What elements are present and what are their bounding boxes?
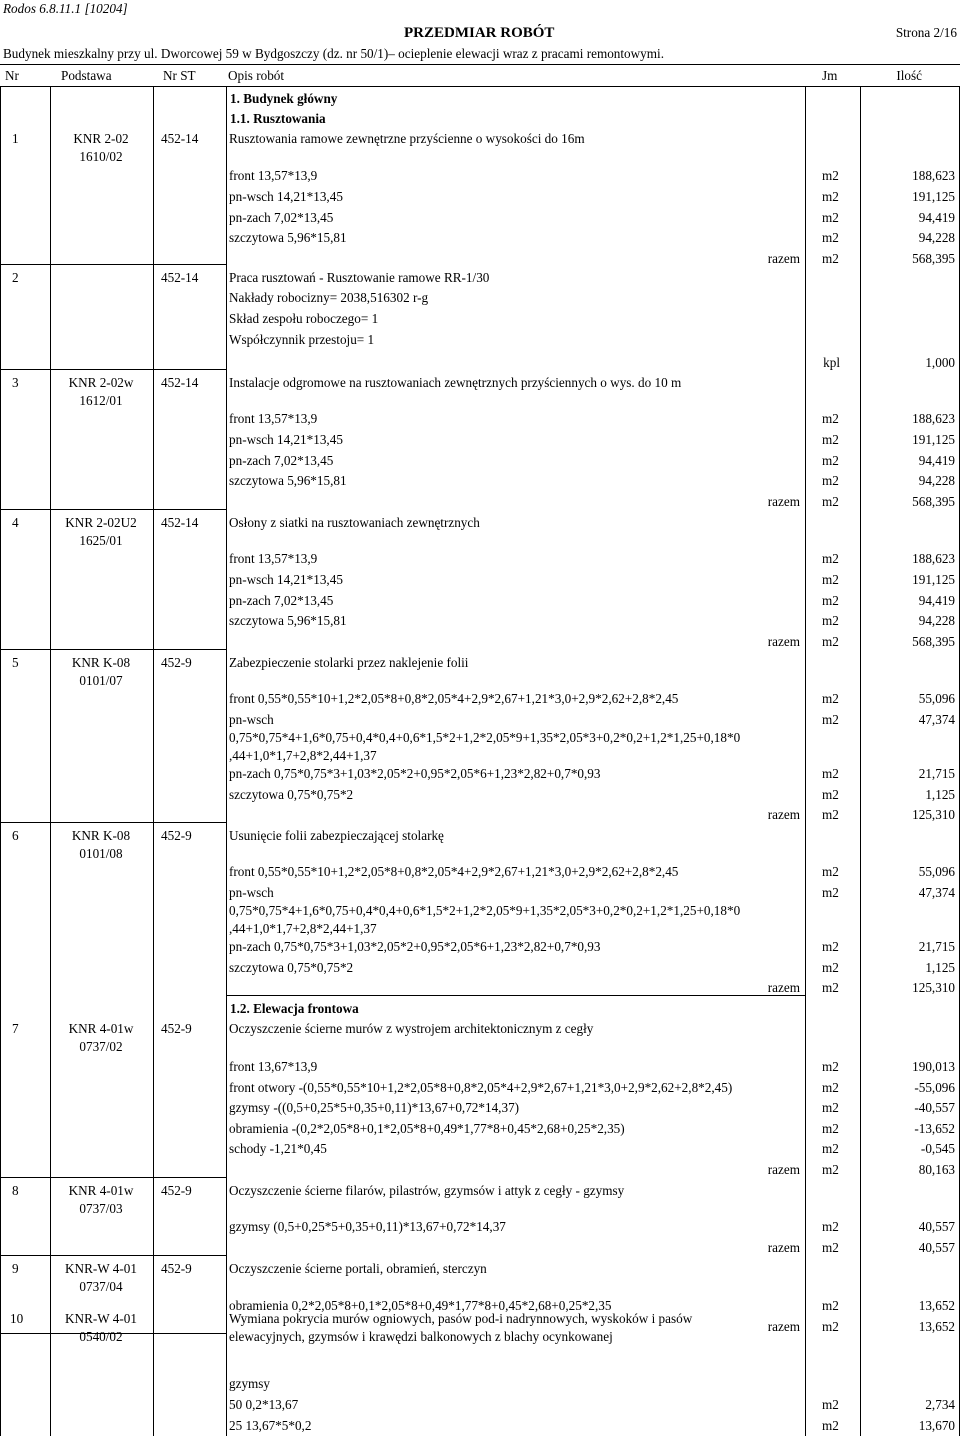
item-nr-st: 452-14 <box>161 515 199 530</box>
measure-quantity: 13,652 <box>918 1298 955 1313</box>
measure-quantity: 55,096 <box>918 864 955 879</box>
col-header-podstawa: Podstawa <box>61 68 112 83</box>
measure-row: pn-wsch 14,21*13,45 <box>229 572 343 587</box>
col-header-opis: Opis robót <box>228 68 285 83</box>
measure-row: pn-wsch <box>229 712 274 727</box>
measure-jm: m2 <box>822 787 839 802</box>
measure-quantity: 1,125 <box>925 960 955 975</box>
measure-row: pn-wsch <box>229 885 274 900</box>
razem-label: razem <box>767 807 800 822</box>
measure-quantity: 94,228 <box>918 230 955 245</box>
measure-quantity: 21,715 <box>918 766 955 781</box>
col-header-ilosc: Ilość <box>896 68 922 83</box>
item-podstawa: KNR K-08 <box>71 828 131 843</box>
measure-row: gzymsy (0,5+0,25*5+0,35+0,11)*13,67+0,72*14,37 <box>229 1219 506 1234</box>
measure-row: pn-zach 7,02*13,45 <box>229 210 334 225</box>
item-description: Oczyszczenie ścierne portali, obramień, sterczyn <box>229 1261 487 1276</box>
measure-jm: m2 <box>822 189 839 204</box>
measure-row-continued: ,44+1,0*1,7+2,8*2,44+1,37 <box>229 921 377 936</box>
item-description: Zabezpieczenie stolarki przez naklejenie folii <box>229 655 469 670</box>
col-header-nr-st: Nr ST <box>163 68 196 83</box>
razem-label: razem <box>767 980 800 995</box>
measure-jm: m2 <box>822 551 839 566</box>
razem-quantity: 13,652 <box>918 1319 955 1334</box>
rule-line <box>0 509 227 510</box>
measure-jm: m2 <box>822 572 839 587</box>
razem-jm: m2 <box>822 1162 839 1177</box>
measure-row: obramienia 0,2*2,05*8+0,1*2,05*8+0,49*1,77*8+0,45*2,68+0,25*2,35 <box>229 1298 612 1313</box>
item-podstawa-sub: 0737/02 <box>79 1039 123 1054</box>
item-number: 10 <box>10 1311 24 1326</box>
grid-line <box>0 86 1 1436</box>
rule-line <box>0 264 227 265</box>
measure-jm: m2 <box>822 473 839 488</box>
item-parameter: Współczynnik przestoju= 1 <box>229 332 375 347</box>
measure-jm: m2 <box>822 1397 839 1412</box>
razem-jm: m2 <box>822 494 839 509</box>
item-number: 2 <box>12 270 19 285</box>
measure-jm: m2 <box>822 613 839 628</box>
measure-jm: m2 <box>822 960 839 975</box>
measure-jm: m2 <box>822 1100 839 1115</box>
item-parameter: Nakłady robocizny= 2038,516302 r-g <box>229 290 429 305</box>
measure-row: schody -1,21*0,45 <box>229 1141 327 1156</box>
razem-jm: m2 <box>822 980 839 995</box>
measure-quantity: 1,125 <box>925 787 955 802</box>
item-parameter: Skład zespołu roboczego= 1 <box>229 311 379 326</box>
measure-jm: m2 <box>822 411 839 426</box>
measure-row: gzymsy -((0,5+0,25*5+0,35+0,11)*13,67+0,72*14,37) <box>229 1100 520 1115</box>
measure-row: gzymsy <box>229 1376 271 1391</box>
measure-jm: m2 <box>822 885 839 900</box>
measure-row: szczytowa 5,96*15,81 <box>229 473 347 488</box>
item-podstawa-sub: 0737/03 <box>79 1201 123 1216</box>
measure-jm: m2 <box>822 712 839 727</box>
measure-row: pn-zach 0,75*0,75*3+1,03*2,05*2+0,95*2,05*6+1,23*2,82+0,7*0,93 <box>229 939 601 954</box>
measure-row: szczytowa 0,75*0,75*2 <box>229 960 354 975</box>
section-heading: 1.1. Rusztowania <box>230 111 326 126</box>
item-podstawa: KNR 2-02U2 <box>65 515 137 530</box>
item-podstawa-sub: 0101/08 <box>79 846 123 861</box>
razem-jm: m2 <box>822 634 839 649</box>
item-description: Wymiana pokrycia murów ogniowych, pasów pod-i nadrynnowych, wyskoków i pasów <box>229 1311 693 1326</box>
item-description: Rusztowania ramowe zewnętrzne przyścienne o wysokości do 16m <box>229 131 585 146</box>
measure-row: 50 0,2*13,67 <box>229 1397 299 1412</box>
measure-jm: m2 <box>822 168 839 183</box>
grid-line <box>226 86 227 1436</box>
rule-line <box>0 1177 227 1178</box>
measure-jm: m2 <box>822 691 839 706</box>
measure-row: pn-wsch 14,21*13,45 <box>229 189 343 204</box>
item-podstawa-sub: 1612/01 <box>79 393 123 408</box>
razem-jm: m2 <box>822 1319 839 1334</box>
measure-jm: m2 <box>822 1418 839 1433</box>
page-number: Strona 2/16 <box>895 25 957 40</box>
item-podstawa: KNR 4-01w <box>68 1021 134 1036</box>
razem-label: razem <box>767 1240 800 1255</box>
item-podstawa-sub: 1625/01 <box>79 533 123 548</box>
razem-label: razem <box>767 494 800 509</box>
razem-quantity: 568,395 <box>912 494 955 509</box>
measure-jm: m2 <box>822 593 839 608</box>
measure-quantity: 94,419 <box>918 593 955 608</box>
measure-jm: m2 <box>822 1121 839 1136</box>
measure-jm: m2 <box>822 210 839 225</box>
rule-line <box>0 822 227 823</box>
measure-quantity: 47,374 <box>918 712 955 727</box>
item-number: 4 <box>12 515 19 530</box>
measure-row: front otwory -(0,55*0,55*10+1,2*2,05*8+0,8*2,05*4+2,9*2,67+1,21*3,0+2,9*2,62+2,8*2,45) <box>229 1080 733 1095</box>
measure-row: 25 13,67*5*0,2 <box>229 1418 312 1433</box>
item-jm: kpl <box>823 355 840 370</box>
item-podstawa-sub: 0101/07 <box>79 673 123 688</box>
rule-line <box>0 1255 227 1256</box>
measure-quantity: 191,125 <box>912 572 955 587</box>
item-podstawa: KNR 4-01w <box>68 1183 134 1198</box>
measure-row: szczytowa 0,75*0,75*2 <box>229 787 354 802</box>
grid-line <box>805 86 806 1436</box>
col-header-nr: Nr <box>5 68 19 83</box>
measure-row: front 0,55*0,55*10+1,2*2,05*8+0,8*2,05*4+2,9*2,67+1,21*3,0+2,9*2,62+2,8*2,45 <box>229 864 679 879</box>
rule-line <box>0 649 227 650</box>
grid-line <box>860 86 861 1436</box>
item-nr-st: 452-9 <box>161 1183 192 1198</box>
measure-row: front 0,55*0,55*10+1,2*2,05*8+0,8*2,05*4+2,9*2,67+1,21*3,0+2,9*2,62+2,8*2,45 <box>229 691 679 706</box>
rule-line <box>0 64 960 65</box>
item-description: Praca rusztowań - Rusztowanie ramowe RR-1/30 <box>229 270 490 285</box>
item-number: 8 <box>12 1183 19 1198</box>
grid-line <box>153 86 154 1436</box>
measure-jm: m2 <box>822 1141 839 1156</box>
item-podstawa-sub: 1610/02 <box>79 149 123 164</box>
measure-row: front 13,57*13,9 <box>229 168 318 183</box>
measure-row: szczytowa 5,96*15,81 <box>229 230 347 245</box>
measure-quantity: 94,419 <box>918 210 955 225</box>
razem-quantity: 568,395 <box>912 251 955 266</box>
measure-quantity: 47,374 <box>918 885 955 900</box>
item-description: Usunięcie folii zabezpieczającej stolarkę <box>229 828 444 843</box>
measure-quantity: 191,125 <box>912 189 955 204</box>
measure-quantity: 13,670 <box>918 1418 955 1433</box>
measure-row: obramienia -(0,2*2,05*8+0,1*2,05*8+0,49*1,77*8+0,45*2,68+0,25*2,35) <box>229 1121 625 1136</box>
page-title: PRZEDMIAR ROBÓT <box>404 25 555 41</box>
measure-quantity: 191,125 <box>912 432 955 447</box>
measure-quantity: 55,096 <box>918 691 955 706</box>
measure-row: pn-wsch 14,21*13,45 <box>229 432 343 447</box>
measure-row: pn-zach 0,75*0,75*3+1,03*2,05*2+0,95*2,05*6+1,23*2,82+0,7*0,93 <box>229 766 601 781</box>
measure-row-continued: ,44+1,0*1,7+2,8*2,44+1,37 <box>229 748 377 763</box>
item-description: Instalacje odgromowe na rusztowaniach zewnętrznych przyściennych o wys. do 10 m <box>229 375 682 390</box>
measure-quantity: -40,557 <box>914 1100 955 1115</box>
measure-quantity: 188,623 <box>912 411 955 426</box>
measure-quantity: -0,545 <box>920 1141 955 1156</box>
measure-row: front 13,57*13,9 <box>229 551 318 566</box>
item-podstawa: KNR 2-02w <box>68 375 134 390</box>
item-number: 1 <box>12 131 19 146</box>
razem-quantity: 568,395 <box>912 634 955 649</box>
item-nr-st: 452-9 <box>161 1261 192 1276</box>
measure-jm: m2 <box>822 1059 839 1074</box>
measure-row-continued: 0,75*0,75*4+1,6*0,75+0,4*0,4+0,6*1,5*2+1,2*2,05*9+1,35*2,05*3+0,2*0,2+1,2*1,25+0,18*0 <box>229 903 741 918</box>
measure-quantity: 94,228 <box>918 613 955 628</box>
col-header-jm: Jm <box>822 68 838 83</box>
measure-row: front 13,67*13,9 <box>229 1059 318 1074</box>
measure-quantity: 188,623 <box>912 168 955 183</box>
measure-jm: m2 <box>822 864 839 879</box>
item-nr-st: 452-9 <box>161 655 192 670</box>
rule-line <box>226 995 806 996</box>
item-nr-st: 452-14 <box>161 131 199 146</box>
rule-line <box>0 369 227 370</box>
measure-quantity: -55,096 <box>914 1080 955 1095</box>
measure-row: pn-zach 7,02*13,45 <box>229 453 334 468</box>
item-number: 6 <box>12 828 19 843</box>
item-number: 3 <box>12 375 19 390</box>
item-nr-st: 452-9 <box>161 1021 192 1036</box>
measure-quantity: -13,652 <box>914 1121 955 1136</box>
razem-label: razem <box>767 1319 800 1334</box>
measure-quantity: 21,715 <box>918 939 955 954</box>
document-subtitle: Budynek mieszkalny przy ul. Dworcowej 59 w Bydgoszczy (dz. nr 50/1)– ocieplenie elewacji wraz z pracami remontowymi. <box>3 46 664 61</box>
measure-jm: m2 <box>822 432 839 447</box>
measure-jm: m2 <box>822 230 839 245</box>
razem-quantity: 125,310 <box>912 807 955 822</box>
item-podstawa-sub: 0540/02 <box>79 1329 123 1344</box>
razem-jm: m2 <box>822 1240 839 1255</box>
razem-label: razem <box>767 1162 800 1177</box>
item-description: Osłony z siatki na rusztowaniach zewnętrznych <box>229 515 480 530</box>
item-nr-st: 452-14 <box>161 375 199 390</box>
razem-label: razem <box>767 251 800 266</box>
measure-row: front 13,57*13,9 <box>229 411 318 426</box>
item-podstawa: KNR 2-02 <box>73 131 129 146</box>
measure-quantity: 94,419 <box>918 453 955 468</box>
razem-quantity: 125,310 <box>912 980 955 995</box>
razem-quantity: 40,557 <box>918 1240 955 1255</box>
item-description: elewacyjnych, gzymsów i krawędzi balkonowych z blachy ocynkowanej <box>229 1329 613 1344</box>
measure-jm: m2 <box>822 766 839 781</box>
measure-quantity: 2,734 <box>925 1397 955 1412</box>
razem-label: razem <box>767 634 800 649</box>
item-podstawa: KNR K-08 <box>71 655 131 670</box>
item-nr-st: 452-9 <box>161 828 192 843</box>
measure-quantity: 40,557 <box>918 1219 955 1234</box>
item-podstawa-sub: 0737/04 <box>79 1279 123 1294</box>
measure-jm: m2 <box>822 1080 839 1095</box>
item-nr-st: 452-14 <box>161 270 199 285</box>
section-heading: 1. Budynek główny <box>230 91 338 106</box>
item-number: 9 <box>12 1261 19 1276</box>
item-total: 1,000 <box>925 355 955 370</box>
measure-jm: m2 <box>822 939 839 954</box>
item-number: 5 <box>12 655 19 670</box>
measure-quantity: 190,013 <box>912 1059 955 1074</box>
item-description: Oczyszczenie ścierne murów z wystrojem architektonicznym z cegły <box>229 1021 594 1036</box>
section-heading: 1.2. Elewacja frontowa <box>230 1001 359 1016</box>
grid-line <box>50 86 51 1436</box>
item-podstawa: KNR-W 4-01 <box>65 1311 137 1326</box>
measure-quantity: 94,228 <box>918 473 955 488</box>
measure-row: pn-zach 7,02*13,45 <box>229 593 334 608</box>
measure-jm: m2 <box>822 1298 839 1313</box>
razem-jm: m2 <box>822 251 839 266</box>
item-number: 7 <box>12 1021 19 1036</box>
program-version: Rodos 6.8.11.1 [10204] <box>3 1 128 16</box>
measure-jm: m2 <box>822 453 839 468</box>
measure-row: szczytowa 5,96*15,81 <box>229 613 347 628</box>
razem-jm: m2 <box>822 807 839 822</box>
razem-quantity: 80,163 <box>918 1162 955 1177</box>
measure-row-continued: 0,75*0,75*4+1,6*0,75+0,4*0,4+0,6*1,5*2+1,2*2,05*9+1,35*2,05*3+0,2*0,2+1,2*1,25+0,18*0 <box>229 730 741 745</box>
item-description: Oczyszczenie ścierne filarów, pilastrów, gzymsów i attyk z cegły - gzymsy <box>229 1183 625 1198</box>
measure-jm: m2 <box>822 1219 839 1234</box>
item-podstawa: KNR-W 4-01 <box>65 1261 137 1276</box>
rule-line <box>0 86 960 87</box>
measure-quantity: 188,623 <box>912 551 955 566</box>
